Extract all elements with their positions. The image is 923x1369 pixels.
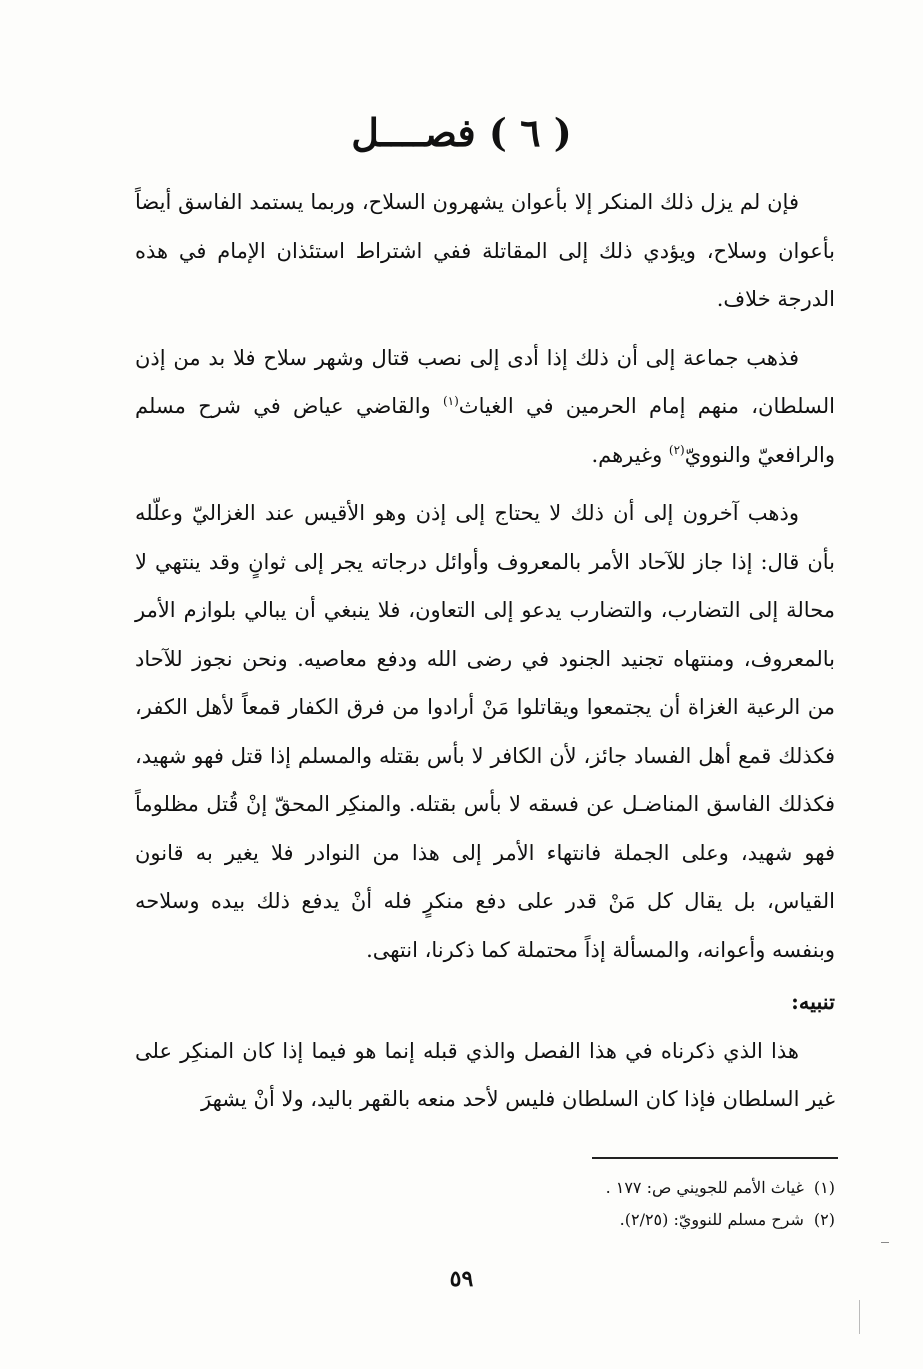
footnote-number: (٢) xyxy=(813,1210,835,1229)
footnote-2 xyxy=(335,1204,835,1236)
paragraph-3: وذهب آخرون إلى أن ذلك لا يحتاج إلى إذن وهو الأقيس عند الغزاليّ وعلّله بأن قال: إذا جاز للآحاد الأمر بالمعروف وأوائل درجاته يجر إلى ثوانٍ وقد ينتهي لا محالة إلى التضارب، والتضارب يدعو إلى التعاون، فلا ينبغي أن يبالي بلوازم الأمر بالمعروف، ومنتهاه تجنيد الجنود في رضى الله ودفع معاصيه. ونحن نجوز للآحاد من الرعية الغزاة أن يجتمعوا ويقاتلوا مَنْ أرادوا من فرق الكفار قمعاً لأهل الكفر، فكذلك قمع أهل الفساد جائز، لأن الكافر لا بأس بقتله والمسلم إذا قتل فهو شهيد، فكذلك الفاسق المناضـل عن فسقه لا بأس بقتله. والمنكِر المحقّ إنْ قُتل مظلوماً فهو شهيد، وعلى الجملة فانتهاء الأمر إلى هذا من النوادر فلا يغير به قانون القياس، بل يقال كل مَنْ قدر على دفع منكرٍ فله أنْ يدفع ذلك بيده وسلاحه وبنفسه وأعوانه، والمسألة إذاً محتملة كما ذكرنا، انتهى. xyxy=(135,501,835,962)
main-text xyxy=(135,178,835,1124)
scan-edge-line xyxy=(859,1300,860,1334)
page-number: ٥٩ xyxy=(449,1266,474,1292)
paragraph-2-start: ذهب جماعة إلى أن ذلك إذا أدى إلى نصب قتال وشهر سلاح فلا بد من إذن السلطان، منهم إمام الحرمين في الغياث xyxy=(135,345,836,418)
chapter-title: ( ٦ ) فصــــل xyxy=(351,110,572,155)
note-heading: تنبيه: xyxy=(791,989,835,1014)
footnote-text: غياث الأمم للجويني ص: ١٧٧ . xyxy=(605,1178,804,1197)
footnote-ref-1[interactable]: (١) xyxy=(442,394,459,408)
footnote-1 xyxy=(335,1172,835,1204)
paragraph-2-middle: والقاضي عياض في شرح مسلم والرافعيّ والنوويّ xyxy=(135,394,835,467)
footnote-number: (١) xyxy=(813,1178,835,1197)
scan-edge-mark xyxy=(881,1242,889,1243)
footnote-ref-2[interactable]: (٢) xyxy=(668,442,685,457)
footnotes xyxy=(335,1172,835,1236)
note-paragraph: هذا الذي ذكرناه في هذا الفصل والذي قبله إنما هو فيما إذا كان المنكِر على غير السلطان فإذا كان السلطان فليس لأحد منعه بالقهر باليد، ولا أنْ يشهرَ xyxy=(135,1038,835,1111)
footnote-text: شرح مسلم للنوويّ: (٢/٢٥). xyxy=(619,1210,804,1229)
paragraph-2-prefix: ف xyxy=(788,345,799,370)
paragraph-2 xyxy=(135,334,835,480)
footnote-divider xyxy=(592,1157,838,1159)
paragraph-2-end: وغيرهم. xyxy=(591,442,669,467)
paragraph-1: فإن لم يزل ذلك المنكر إلا بأعوان يشهرون السلاح، وربما يستمد الفاسق أيضاً بأعوان وسلاح، ويؤدي ذلك إلى المقاتلة ففي اشتراط استئذان الإمام في هذه الدرجة خلاف. xyxy=(135,190,835,311)
